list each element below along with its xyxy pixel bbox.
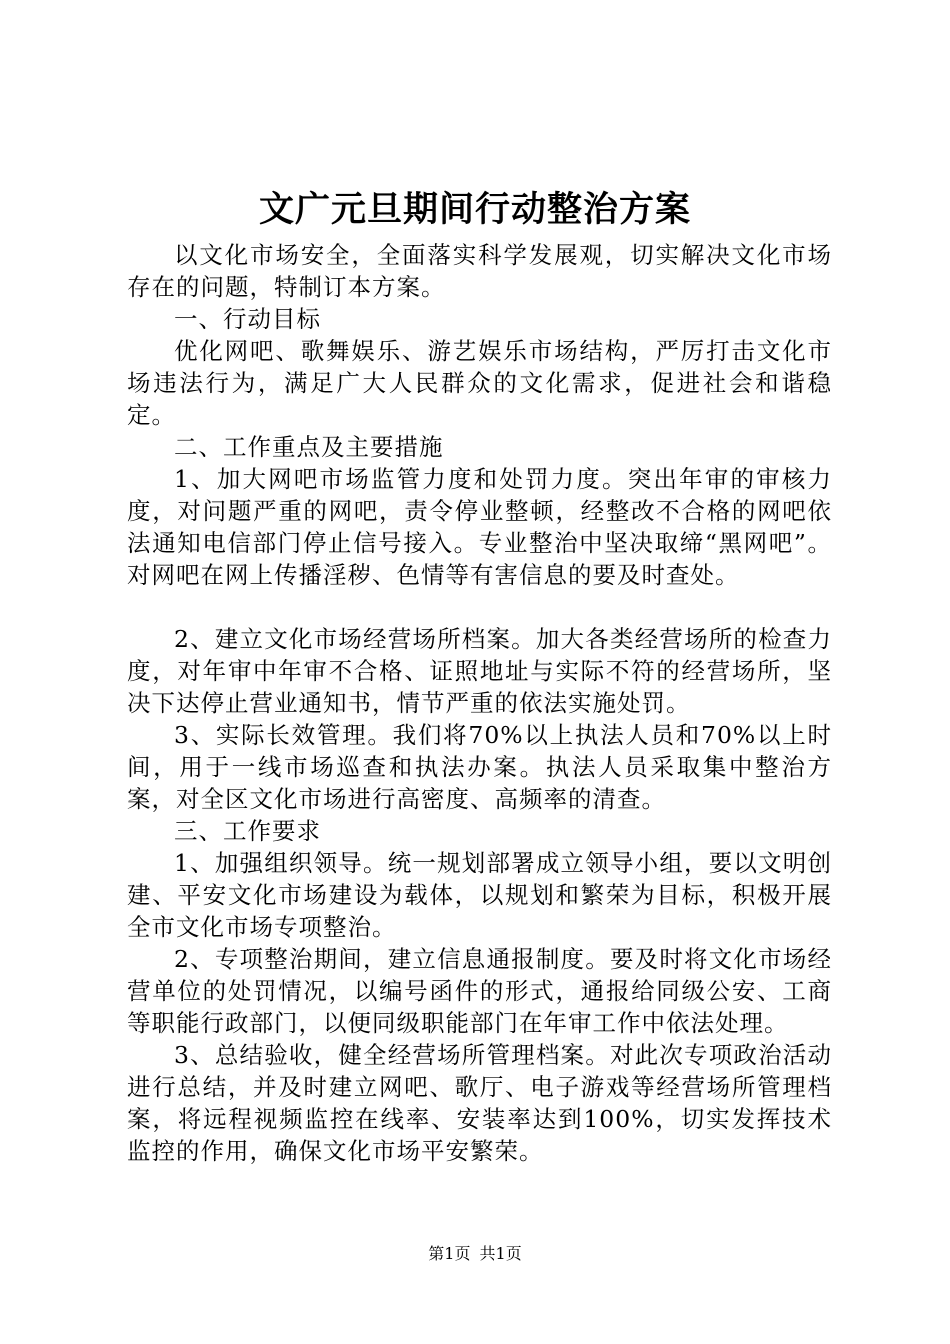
requirement-item-3: 3、总结验收，健全经营场所管理档案。对此次专项政治活动进行总结，并及时建立网吧、歌厅、电子游戏等经营场所管理档案，将远程视频监控在线率、安装率达到100%，切实发挥技术监控的作用，确保文化市场平安繁荣。	[127, 1041, 832, 1165]
section-heading-goals: 一、行动目标	[174, 305, 321, 333]
measure-item-1: 1、加大网吧市场监管力度和处罚力度。突出年审的审核力度，对问题严重的网吧，责令停业整顿，经整改不合格的网吧依法通知电信部门停止信号接入。专业整治中坚决取缔“黑网吧”。对网吧在网上传播淫秽、色情等有害信息的要及时查处。	[127, 465, 832, 589]
document-title: 文广元旦期间行动整治方案	[258, 189, 691, 230]
measure-item-2: 2、建立文化市场经营场所档案。加大各类经营场所的检查力度，对年审中年审不合格、证照地址与实际不符的经营场所，坚决下达停止营业通知书，情节严重的依法实施处罚。	[127, 625, 832, 717]
section-heading-requirements: 三、工作要求	[174, 817, 321, 845]
intro-paragraph: 以文化市场安全，全面落实科学发展观，切实解决文化市场存在的问题，特制订本方案。	[127, 241, 832, 301]
section-heading-measures: 二、工作重点及主要措施	[174, 433, 444, 461]
page-number: 第1页	[428, 1244, 471, 1263]
goals-paragraph: 优化网吧、歌舞娱乐、游艺娱乐市场结构，严厉打击文化市场违法行为，满足广大人民群众的文化需求，促进社会和谐稳定。	[127, 337, 832, 429]
requirement-item-2: 2、专项整治期间，建立信息通报制度。要及时将文化市场经营单位的处罚情况，以编号函件的形式，通报给同级公安、工商等职能行政部门，以便同级职能部门在年审工作中依法处理。	[127, 945, 832, 1037]
document-body	[127, 239, 832, 1167]
requirement-item-1: 1、加强组织领导。统一规划部署成立领导小组，要以文明创建、平安文化市场建设为载体，以规划和繁荣为目标，积极开展全市文化市场专项整治。	[127, 849, 832, 941]
page-footer	[0, 1243, 950, 1265]
measure-item-3: 3、实际长效管理。我们将70%以上执法人员和70%以上时间，用于一线市场巡查和执法办案。执法人员采取集中整治方案，对全区文化市场进行高密度、高频率的清查。	[127, 721, 832, 813]
page-total: 共1页	[479, 1244, 522, 1263]
